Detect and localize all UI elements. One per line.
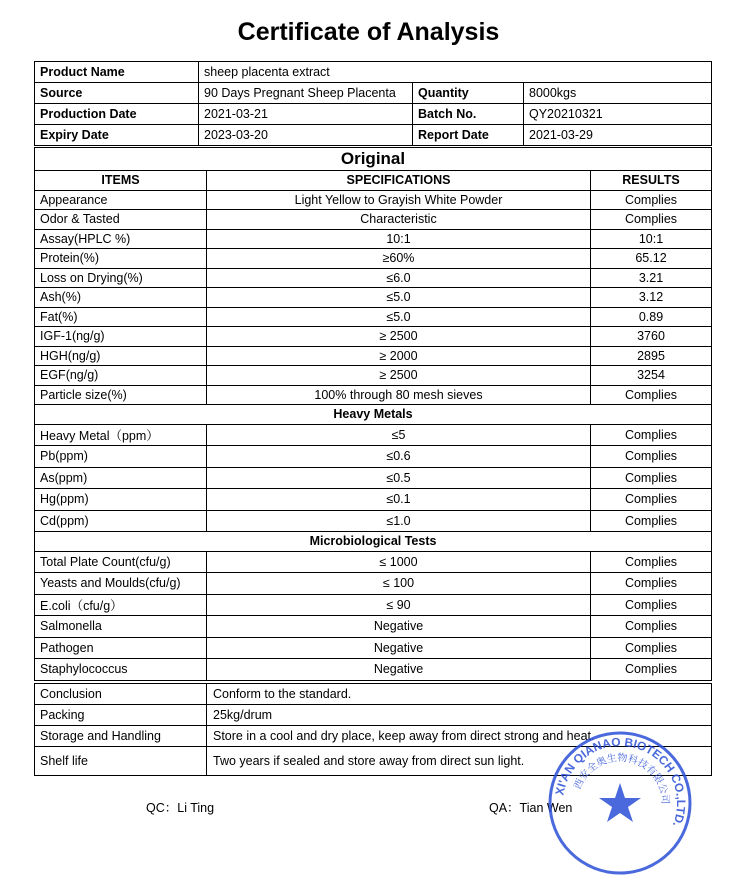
item-name: IGF-1(ng/g) (35, 327, 207, 347)
specification-value: 100% through 80 mesh sieves (207, 385, 591, 405)
test-row (35, 268, 712, 288)
item-name: Particle size(%) (35, 385, 207, 405)
product-info-table (34, 61, 712, 146)
result-value: Complies (591, 385, 712, 405)
item-name: E.coli（cfu/g） (35, 594, 207, 616)
specification-value: ≤1.0 (207, 510, 591, 532)
item-name: Staphylococcus (35, 659, 207, 681)
items-column-header: ITEMS (35, 171, 207, 191)
item-name: EGF(ng/g) (35, 366, 207, 386)
specification-value: Negative (207, 616, 591, 638)
item-name: Salmonella (35, 616, 207, 638)
quantity-label: Quantity (413, 83, 524, 104)
result-value: Complies (591, 637, 712, 659)
production-date-row (35, 104, 712, 125)
conclusion-label: Conclusion (35, 684, 207, 705)
company-seal-stamp (545, 728, 695, 878)
test-row (35, 210, 712, 230)
conclusion-row (35, 684, 712, 705)
test-row (35, 366, 712, 386)
storage-label: Storage and Handling (35, 726, 207, 747)
result-value: Complies (591, 446, 712, 468)
result-value: 65.12 (591, 249, 712, 269)
specification-value: 10:1 (207, 229, 591, 249)
production-date-label: Production Date (35, 104, 199, 125)
specification-value: ≥ 2500 (207, 327, 591, 347)
heavy-metals-heading-row (35, 405, 712, 425)
micro-test-row (35, 659, 712, 681)
report-date-label: Report Date (413, 125, 524, 146)
specification-value: ≤5.0 (207, 307, 591, 327)
specification-value: Negative (207, 659, 591, 681)
heavy-metal-row (35, 446, 712, 468)
test-row (35, 229, 712, 249)
batch-value: QY20210321 (524, 104, 712, 125)
specification-value: ≤0.5 (207, 467, 591, 489)
seal-star-icon (599, 783, 641, 822)
document-title: Certificate of Analysis (237, 18, 500, 46)
item-name: Loss on Drying(%) (35, 268, 207, 288)
result-value: 3254 (591, 366, 712, 386)
result-value: 2895 (591, 346, 712, 366)
specification-value: ≥ 2500 (207, 366, 591, 386)
shelf-life-label: Shelf life (35, 747, 207, 776)
test-row (35, 288, 712, 308)
production-date-value: 2021-03-21 (199, 104, 413, 125)
item-name: Cd(ppm) (35, 510, 207, 532)
micro-test-row (35, 551, 712, 573)
item-name: Odor & Tasted (35, 210, 207, 230)
result-value: Complies (591, 489, 712, 511)
original-heading-row (35, 148, 712, 171)
test-row (35, 249, 712, 269)
test-row (35, 307, 712, 327)
source-value: 90 Days Pregnant Sheep Placenta (199, 83, 413, 104)
batch-label: Batch No. (413, 104, 524, 125)
result-value: 3.12 (591, 288, 712, 308)
result-value: Complies (591, 659, 712, 681)
item-name: Fat(%) (35, 307, 207, 327)
result-value: 3.21 (591, 268, 712, 288)
specification-value: Negative (207, 637, 591, 659)
seal-outer-text: XI'AN QIANAO BIOTECH CO.,LTD. (552, 734, 689, 829)
product-name-row (35, 62, 712, 83)
test-row (35, 327, 712, 347)
conclusion-value: Conform to the standard. (207, 684, 712, 705)
micro-heading-row (35, 532, 712, 552)
specification-value: ≤0.6 (207, 446, 591, 468)
specification-value: ≤0.1 (207, 489, 591, 511)
micro-test-row (35, 616, 712, 638)
item-name: Pb(ppm) (35, 446, 207, 468)
item-name: Heavy Metal（ppm） (35, 424, 207, 446)
item-name: Protein(%) (35, 249, 207, 269)
specification-value: Light Yellow to Grayish White Powder (207, 190, 591, 210)
product-name-label: Product Name (35, 62, 199, 83)
packing-label: Packing (35, 705, 207, 726)
result-value: Complies (591, 594, 712, 616)
expiry-date-value: 2023-03-20 (199, 125, 413, 146)
packing-row (35, 705, 712, 726)
microbiological-heading: Microbiological Tests (35, 532, 712, 552)
result-value: 0.89 (591, 307, 712, 327)
heavy-metal-row (35, 424, 712, 446)
specification-value: ≤5.0 (207, 288, 591, 308)
item-name: Assay(HPLC %) (35, 229, 207, 249)
test-row (35, 385, 712, 405)
original-heading: Original (35, 148, 712, 171)
specification-value: ≥60% (207, 249, 591, 269)
packing-value: 25kg/drum (207, 705, 712, 726)
heavy-metal-row (35, 489, 712, 511)
results-column-header: RESULTS (591, 171, 712, 191)
column-header-row (35, 171, 712, 191)
item-name: As(ppm) (35, 467, 207, 489)
specification-value: ≤6.0 (207, 268, 591, 288)
expiry-date-label: Expiry Date (35, 125, 199, 146)
shelf-life-value: Two years if sealed and store away from direct sun light. (207, 747, 712, 776)
result-value: 3760 (591, 327, 712, 347)
item-name: Ash(%) (35, 288, 207, 308)
item-name: HGH(ng/g) (35, 346, 207, 366)
product-name-value: sheep placenta extract (199, 62, 712, 83)
specification-value: ≤5 (207, 424, 591, 446)
heavy-metals-heading: Heavy Metals (35, 405, 712, 425)
result-value: Complies (591, 424, 712, 446)
micro-test-row (35, 573, 712, 595)
specification-value: ≤ 90 (207, 594, 591, 616)
specification-value: ≥ 2000 (207, 346, 591, 366)
specification-value: ≤ 1000 (207, 551, 591, 573)
heavy-metal-row (35, 467, 712, 489)
test-row (35, 346, 712, 366)
micro-test-row (35, 594, 712, 616)
heavy-metal-row (35, 510, 712, 532)
result-value: Complies (591, 616, 712, 638)
seal-inner-text: 西安全奥生物科技有限公司 (572, 752, 671, 805)
test-row (35, 190, 712, 210)
storage-value: Store in a cool and dry place, keep away from direct strong and heat. (207, 726, 712, 747)
item-name: Appearance (35, 190, 207, 210)
source-row (35, 83, 712, 104)
quantity-value: 8000kgs (524, 83, 712, 104)
source-label: Source (35, 83, 199, 104)
result-value: Complies (591, 210, 712, 230)
specifications-column-header: SPECIFICATIONS (207, 171, 591, 191)
result-value: Complies (591, 510, 712, 532)
result-value: Complies (591, 573, 712, 595)
qc-signature: QC：Li Ting (146, 801, 215, 815)
qa-signature: QA：Tian Wen (489, 801, 573, 815)
result-value: 10:1 (591, 229, 712, 249)
item-name: Hg(ppm) (35, 489, 207, 511)
expiry-date-row (35, 125, 712, 146)
result-value: Complies (591, 190, 712, 210)
specification-value: Characteristic (207, 210, 591, 230)
report-date-value: 2021-03-29 (524, 125, 712, 146)
item-name: Pathogen (35, 637, 207, 659)
result-value: Complies (591, 551, 712, 573)
analysis-table (34, 147, 712, 681)
specification-value: ≤ 100 (207, 573, 591, 595)
item-name: Total Plate Count(cfu/g) (35, 551, 207, 573)
item-name: Yeasts and Moulds(cfu/g) (35, 573, 207, 595)
micro-test-row (35, 637, 712, 659)
analysis-table-body (35, 148, 712, 681)
result-value: Complies (591, 467, 712, 489)
